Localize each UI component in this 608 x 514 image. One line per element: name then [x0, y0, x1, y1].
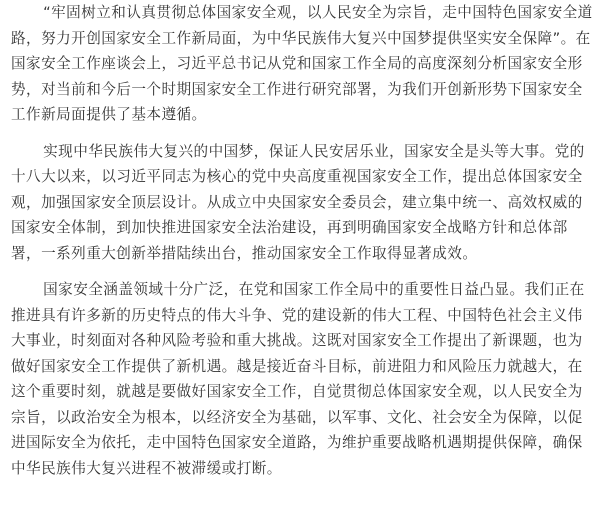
paragraph-line: 实现中华民族伟大复兴的中国梦，保证人民安居乐业，国家安全是头等大事。党的	[43, 142, 585, 160]
paragraph-line: 势，对当前和今后一个时期国家安全工作进行研究部署，为我们开创新形势下国家安全	[11, 80, 583, 98]
paragraph-line: 十八大以来，以习近平同志为核心的党中央高度重视国家安全工作，提出总体国家安全	[11, 168, 583, 185]
paragraph-line: 推进具有许多新的历史特点的伟大斗争、党的建设新的伟大工程、中国特色社会主义伟	[11, 306, 583, 324]
paragraph-line: 中华民族伟大复兴进程不被滞缓或打断。	[11, 459, 282, 477]
paragraph-line: 观，加强国家安全顶层设计。从成立中央国家安全委员会，建立集中统一、高效权威的	[11, 193, 583, 211]
paragraph-3	[11, 277, 599, 481]
paragraph-1	[11, 0, 599, 128]
paragraph-line: 做好国家安全工作提供了新机遇。越是接近奋斗目标，前进阻力和风险压力就越大，在	[11, 357, 583, 375]
paragraph-line: 工作新局面提供了基本遵循。	[11, 106, 207, 123]
paragraph-line: “牢固树立和认真贯彻总体国家安全观，以人民安全为宗旨，走中国特色国家安全道	[43, 4, 593, 21]
paragraph-line: 国家安全工作座谈会上，习近平总书记从党和国家工作全局的高度深刻分析国家安全形	[11, 55, 583, 72]
paragraph-line: 这个重要时刻，就越是要做好国家安全工作，自觉贯彻总体国家安全观，以人民安全为	[11, 383, 583, 400]
paragraph-line: 路，努力开创国家安全工作新局面，为中华民族伟大复兴中国梦提供坚实安全保障”。在	[11, 29, 591, 47]
paragraph-line: 国家安全涵盖领域十分广泛，在党和国家工作全局中的重要性日益凸显。我们正在	[43, 281, 585, 298]
paragraph-line: 署，一系列重大创新举措陆续出台，推动国家安全工作取得显著成效。	[11, 244, 478, 262]
paragraph-line: 进国际安全为依托，走中国特色国家安全道路，为维护重要战略机遇期提供保障，确保	[11, 434, 583, 451]
article-body	[11, 0, 599, 481]
paragraph-line: 宗旨，以政治安全为根本，以经济安全为基础，以军事、文化、社会安全为保障，以促	[11, 408, 583, 426]
paragraph-line: 国家安全体制，到加快推进国家安全法治建设，再到明确国家安全战略方针和总体部	[11, 219, 568, 236]
paragraph-2	[11, 139, 599, 267]
paragraph-line: 大事业，时刻面对各种风险考验和重大挑战。这既对国家安全工作提出了新课题，也为	[11, 332, 583, 349]
